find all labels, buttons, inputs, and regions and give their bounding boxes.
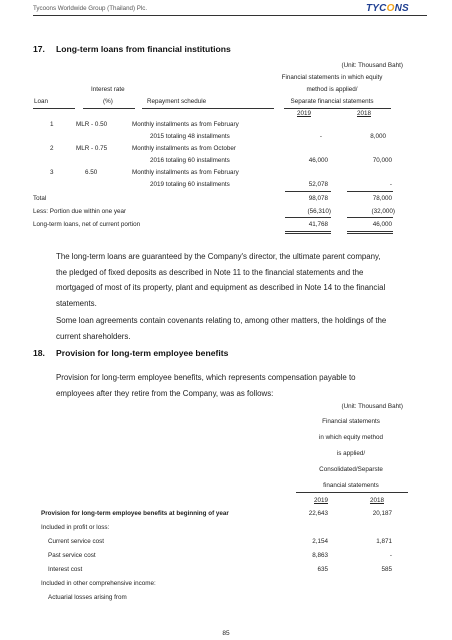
table-row-2018: - [389,552,392,559]
loan-interest-rate: MLR - 0.75 [76,145,108,152]
employee-benefits-intro: Provision for long-term employee benefits, which represents compensation payable to employees after they retire from the Company, was as follows: [56,373,356,398]
column-header-line3: is applied/ [336,450,366,457]
column-header-line2: in which equity method [318,434,384,441]
section-17-title: Long-term loans from financial institutions [56,44,231,54]
year-2018-header: 2018 [369,497,384,504]
loan-interest-rate: 6.50 [85,169,98,176]
loan-schedule-line1: Monthly installments as from February [132,121,239,128]
year-2018-header: 2018 [356,110,371,117]
column-header-line4: Consolidated/Separste [319,466,383,473]
loan-schedule-line1: Monthly installments as from October [132,145,236,152]
loan-number: 2 [50,145,54,152]
table-row-2019: 635 [317,566,328,573]
column-header-line1: Financial statements [322,418,380,425]
loan-column-header: Loan [34,98,49,105]
section-17-number: 17. [33,44,45,54]
table-row-2019: 22,643 [308,510,328,517]
year-2019-header: 2019 [313,497,328,504]
table-row-2018: 585 [381,566,392,573]
table-row-2019: 2,154 [312,538,328,545]
net-loans-2019: 41,768 [308,221,328,228]
column-group-header-line1: Financial statements in which equity [281,74,383,81]
interest-rate-header: Interest rate [91,86,125,93]
current-portion-2019: (56,310) [307,208,331,215]
table-row-2018: 1,871 [376,538,392,545]
loan-schedule-line1: Monthly installments as from February [132,169,239,176]
loan-amount-2019: 46,000 [308,157,328,164]
loan-number: 1 [50,121,54,128]
table-row-label: Provision for long-term employee benefits at beginning of year [41,510,229,517]
section-18-title: Provision for long-term employee benefits [56,348,229,358]
table-row-label: Actuarial losses arising from [48,594,127,601]
interest-rate-unit: (%) [103,98,113,105]
loan-amount-2018: 70,000 [372,157,392,164]
table-row-label: Interest cost [48,566,83,573]
total-2019: 98,078 [308,195,328,202]
loan-amount-2019: 52,078 [308,181,328,188]
column-header-line5: financial statements [323,482,379,489]
guarantee-paragraph: The long-term loans are guaranteed by the Company's director, the ultimate parent company, the pledged of fixed deposits as described in Note 11 to the financial statements and the mortgaged of most of its property, plant and equipment as described in Note 14 to the financial statements. [56,252,386,308]
current-portion-label: Less: Portion due within one year [33,208,127,215]
loan-schedule-line2: 2016 totaling 60 installments [150,157,230,164]
net-loans-label: Long-term loans, net of current portion [33,221,141,228]
page-number: 85 [222,630,230,637]
table-row-label: Current service cost [48,538,104,545]
table-row-2019: 8,863 [312,552,328,559]
loan-amount-2019: - [319,133,322,140]
unit-label: (Unit: Thousand Baht) [341,403,403,410]
company-header: Tycoons Worldwide Group (Thailand) Plc. [33,5,148,12]
loan-amount-2018: - [389,181,392,188]
loan-amount-2018: 8,000 [370,133,386,140]
year-2019-header: 2019 [296,110,311,117]
repayment-schedule-header: Repayment schedule [147,98,207,105]
loan-schedule-line2: 2015 totaling 48 installments [150,133,230,140]
loan-schedule-line2: 2019 totaling 60 installments [150,181,230,188]
unit-label: (Unit: Thousand Baht) [341,62,403,69]
column-group-header-line3: Separate financial statements [290,98,374,105]
column-group-header-line2: method is applied/ [306,86,358,93]
total-2018: 78,000 [372,195,392,202]
table-row-label: Past service cost [48,552,96,559]
total-label: Total [33,195,47,202]
table-row-label: Included in profit or loss: [41,524,110,531]
company-logo: TYCONS [366,3,409,14]
covenants-paragraph: Some loan agreements contain covenants relating to, among other matters, the holdings of the current shareholders. [56,316,387,341]
section-18-number: 18. [33,348,45,358]
loan-interest-rate: MLR - 0.50 [76,121,108,128]
table-row-label: Included in other comprehensive income: [41,580,156,587]
net-loans-2018: 46,000 [372,221,392,228]
table-row-2018: 20,187 [372,510,392,517]
loan-number: 3 [50,169,54,176]
current-portion-2018: (32,000) [371,208,395,215]
